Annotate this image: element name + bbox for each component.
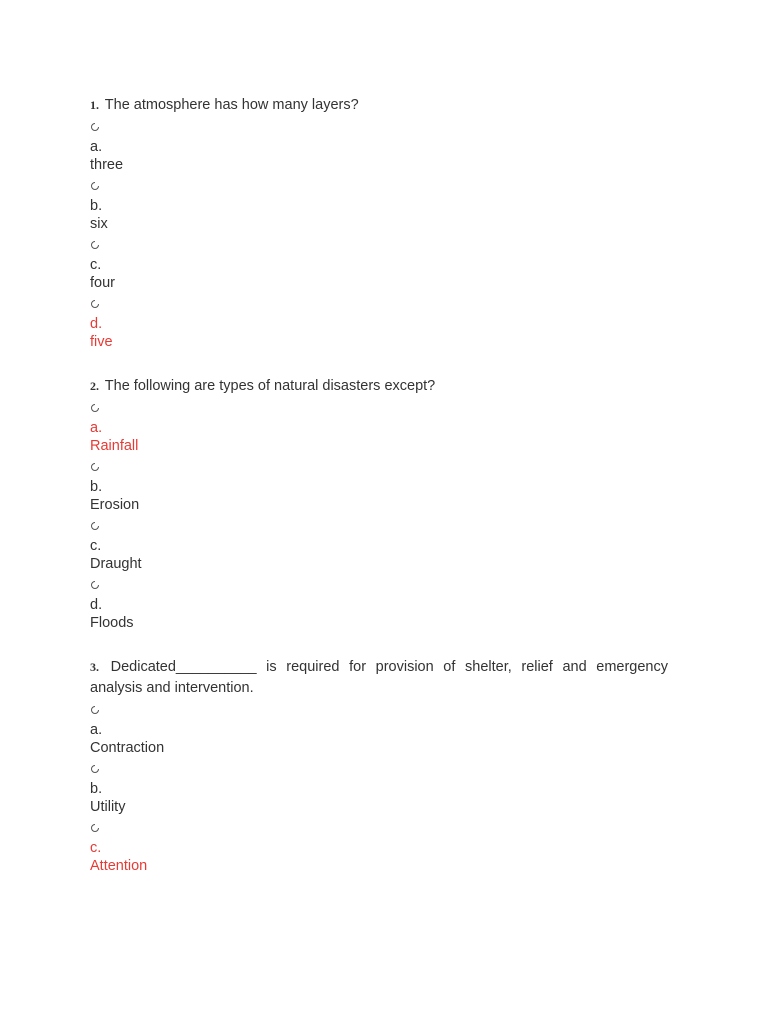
question-2	[90, 376, 668, 633]
option-a[interactable]	[90, 404, 668, 456]
option-text: Contraction	[90, 740, 165, 756]
option-letter: a.	[90, 139, 103, 155]
radio-button[interactable]	[91, 824, 99, 832]
option-c[interactable]	[90, 522, 668, 574]
option-d[interactable]	[90, 300, 668, 352]
option-letter: c.	[90, 257, 102, 273]
radio-button[interactable]	[91, 123, 99, 131]
option-c[interactable]	[90, 241, 668, 293]
question-title	[90, 95, 668, 116]
option-b[interactable]	[90, 463, 668, 515]
option-letter: b.	[90, 781, 103, 797]
radio-button[interactable]	[91, 463, 99, 471]
option-letter: d.	[90, 597, 103, 613]
option-text: three	[90, 157, 124, 173]
option-text: Utility	[90, 799, 126, 815]
option-letter: a.	[90, 722, 103, 738]
quiz-page	[90, 95, 668, 900]
question-1	[90, 95, 668, 352]
radio-button[interactable]	[91, 404, 99, 412]
option-letter: c.	[90, 538, 102, 554]
option-b[interactable]	[90, 765, 668, 817]
option-text: Draught	[90, 556, 142, 572]
option-text: Rainfall	[90, 438, 139, 454]
question-text: The atmosphere has how many layers?	[104, 97, 359, 113]
question-3	[90, 657, 668, 876]
option-text: Attention	[90, 858, 148, 874]
radio-button[interactable]	[91, 706, 99, 714]
question-title	[90, 657, 668, 699]
option-text: Erosion	[90, 497, 140, 513]
radio-button[interactable]	[91, 765, 99, 773]
option-letter: b.	[90, 479, 103, 495]
option-letter: a.	[90, 420, 103, 436]
option-text: five	[90, 334, 113, 350]
radio-button[interactable]	[91, 581, 99, 589]
question-title	[90, 376, 668, 397]
option-d[interactable]	[90, 581, 668, 633]
radio-button[interactable]	[91, 300, 99, 308]
option-text: four	[90, 275, 115, 291]
option-b[interactable]	[90, 182, 668, 234]
radio-button[interactable]	[91, 241, 99, 249]
option-letter: d.	[90, 316, 103, 332]
radio-button[interactable]	[91, 522, 99, 530]
option-c[interactable]	[90, 824, 668, 876]
question-number: 3.	[90, 660, 99, 674]
option-letter: c.	[90, 840, 102, 856]
option-a[interactable]	[90, 123, 668, 175]
question-text: Dedicated__________ is required for provision of shelter, relief and emergency analysis and intervention.	[90, 659, 668, 696]
question-text: The following are types of natural disasters except?	[104, 378, 436, 394]
question-number: 2.	[90, 379, 99, 393]
question-number: 1.	[90, 98, 99, 112]
radio-button[interactable]	[91, 182, 99, 190]
option-text: six	[90, 216, 108, 232]
option-a[interactable]	[90, 706, 668, 758]
option-text: Floods	[90, 615, 134, 631]
option-letter: b.	[90, 198, 103, 214]
